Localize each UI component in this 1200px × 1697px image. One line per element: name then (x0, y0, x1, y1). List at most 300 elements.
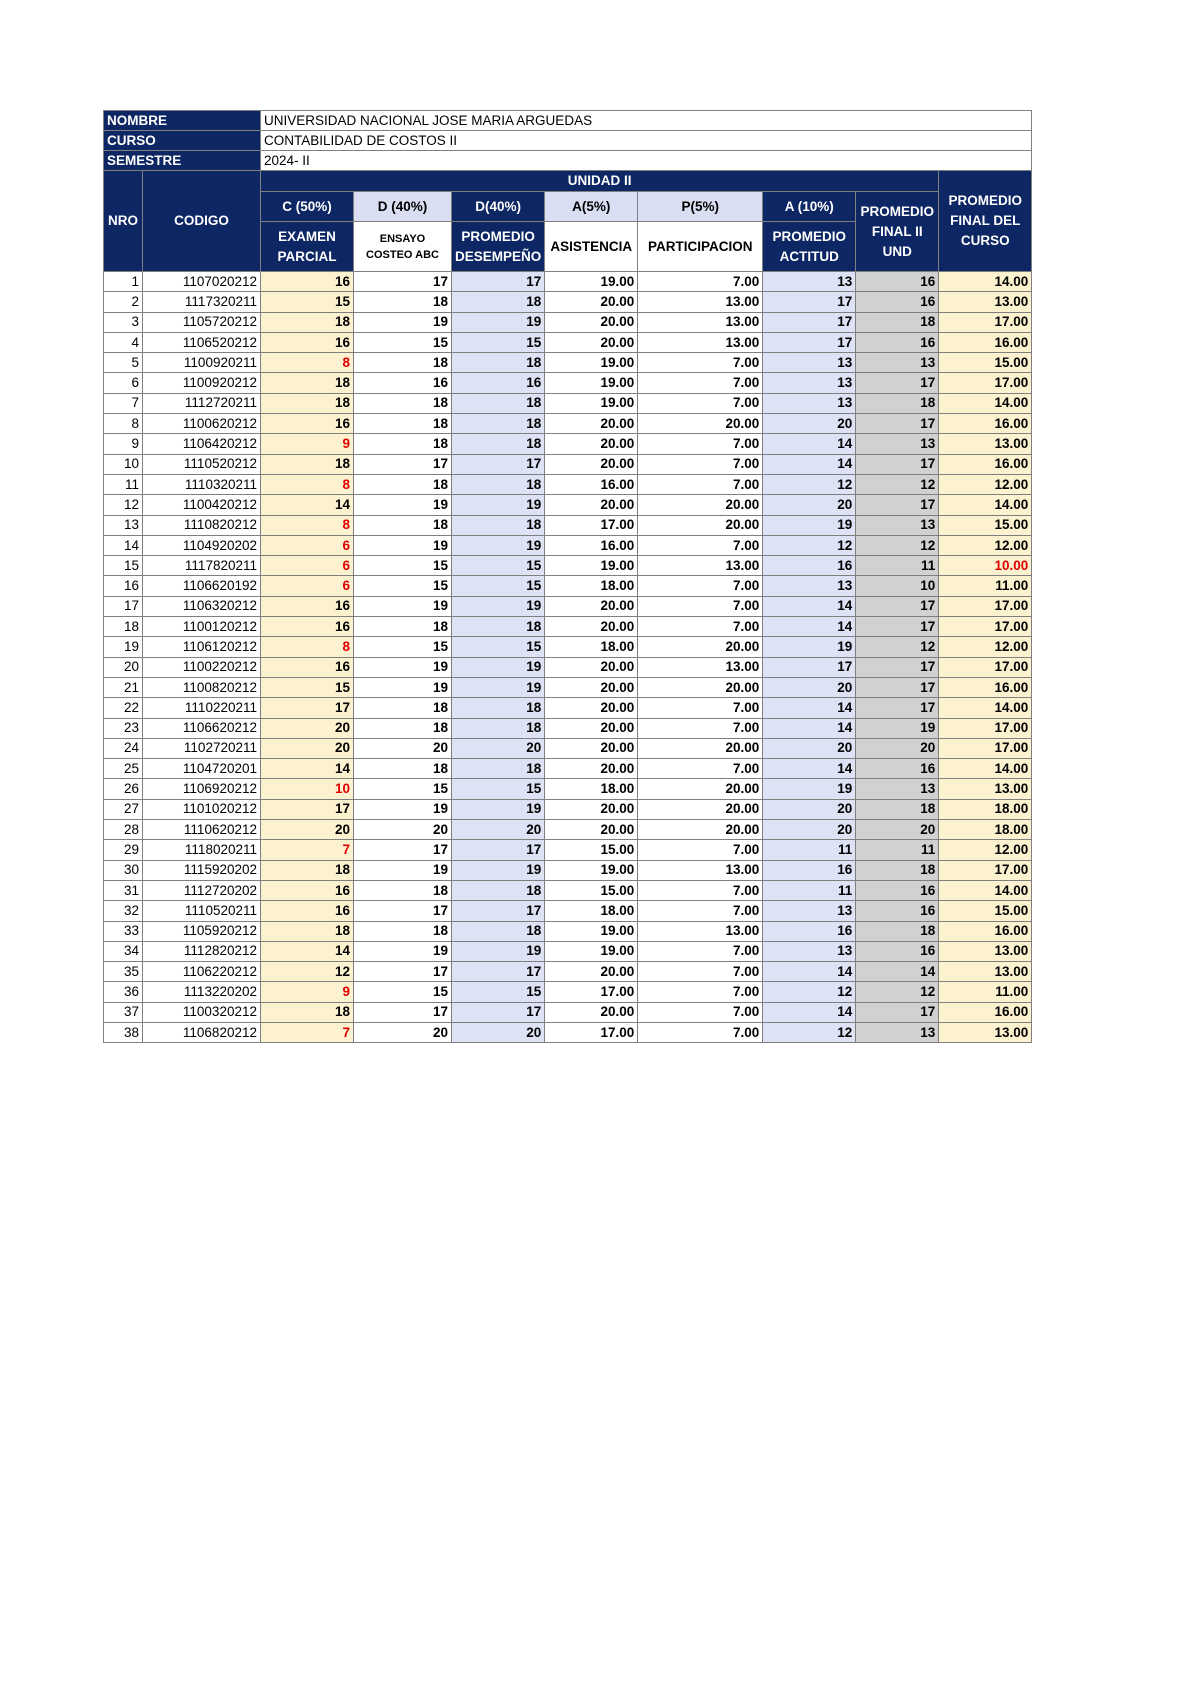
asistencia-cell: 20.00 (545, 799, 638, 819)
codigo-cell: 1104920202 (143, 535, 261, 555)
promedio-und-cell: 13 (856, 353, 939, 373)
codigo-cell: 1100220212 (143, 657, 261, 677)
promedio-curso-cell: 16.00 (939, 454, 1032, 474)
desempeno-cell: 17 (452, 272, 545, 292)
participacion-cell: 20.00 (638, 495, 763, 515)
codigo-cell: 1110820212 (143, 515, 261, 535)
table-row (104, 860, 1032, 880)
promedio-und-cell: 18 (856, 860, 939, 880)
actitud-cell: 12 (763, 982, 856, 1002)
promedio-curso-cell: 11.00 (939, 576, 1032, 596)
actitud-cell: 14 (763, 434, 856, 454)
nro-cell: 7 (104, 393, 143, 413)
examen-cell: 8 (261, 637, 354, 657)
promedio-und-cell: 13 (856, 779, 939, 799)
promedio-und-cell: 18 (856, 393, 939, 413)
codigo-cell: 1106920212 (143, 779, 261, 799)
desempeno-cell: 19 (452, 799, 545, 819)
curso-label: CURSO (104, 131, 261, 151)
table-row (104, 880, 1032, 900)
asistencia-cell: 20.00 (545, 414, 638, 434)
ensayo-cell: 17 (354, 272, 452, 292)
table-row (104, 962, 1032, 982)
nro-cell: 31 (104, 880, 143, 900)
promedio-curso-cell: 13.00 (939, 1022, 1032, 1042)
codigo-cell: 1110320211 (143, 474, 261, 494)
participacion-cell: 7.00 (638, 272, 763, 292)
promedio-und-cell: 16 (856, 880, 939, 900)
participacion-cell: 7.00 (638, 962, 763, 982)
codigo-cell: 1110520212 (143, 454, 261, 474)
promedio-und-cell: 12 (856, 637, 939, 657)
examen-cell: 14 (261, 941, 354, 961)
nro-cell: 3 (104, 312, 143, 332)
nombre-value: UNIVERSIDAD NACIONAL JOSE MARIA ARGUEDAS (261, 111, 1032, 131)
ensayo-cell: 15 (354, 576, 452, 596)
table-row (104, 759, 1032, 779)
desempeno-cell: 20 (452, 1022, 545, 1042)
promedio-und-cell: 13 (856, 1022, 939, 1042)
promedio-curso-cell: 16.00 (939, 414, 1032, 434)
promedio-curso-cell: 17.00 (939, 617, 1032, 637)
participacion-cell: 20.00 (638, 414, 763, 434)
promedio-curso-cell: 16.00 (939, 1002, 1032, 1022)
codigo-cell: 1106820212 (143, 1022, 261, 1042)
nombre-label: NOMBRE (104, 111, 261, 131)
table-row (104, 779, 1032, 799)
actitud-cell: 20 (763, 799, 856, 819)
actitud-cell: 13 (763, 272, 856, 292)
promedio-und-cell: 16 (856, 332, 939, 352)
actitud-cell: 12 (763, 1022, 856, 1042)
participacion-cell: 7.00 (638, 434, 763, 454)
table-row (104, 799, 1032, 819)
asistencia-cell: 15.00 (545, 840, 638, 860)
desempeno-cell: 15 (452, 779, 545, 799)
examen-cell: 14 (261, 759, 354, 779)
ensayo-cell: 19 (354, 495, 452, 515)
table-row (104, 941, 1032, 961)
desempeno-cell: 19 (452, 860, 545, 880)
promedio-curso-cell: 17.00 (939, 860, 1032, 880)
actitud-cell: 13 (763, 353, 856, 373)
actitud-cell: 14 (763, 1002, 856, 1022)
ensayo-cell: 20 (354, 738, 452, 758)
codigo-cell: 1117820211 (143, 556, 261, 576)
codigo-cell: 1100920211 (143, 353, 261, 373)
promedio-curso-cell: 17.00 (939, 738, 1032, 758)
actitud-cell: 13 (763, 373, 856, 393)
nro-cell: 35 (104, 962, 143, 982)
codigo-cell: 1105920212 (143, 921, 261, 941)
examen-cell: 6 (261, 556, 354, 576)
table-row (104, 556, 1032, 576)
promedio-curso-cell: 13.00 (939, 941, 1032, 961)
asistencia-cell: 19.00 (545, 556, 638, 576)
table-row (104, 515, 1032, 535)
examen-cell: 14 (261, 495, 354, 515)
codigo-cell: 1112720202 (143, 880, 261, 900)
actitud-cell: 14 (763, 596, 856, 616)
participacion-cell: 13.00 (638, 332, 763, 352)
table-row (104, 1022, 1032, 1042)
promedio-und-cell: 17 (856, 414, 939, 434)
desempeno-cell: 18 (452, 921, 545, 941)
promedio-curso-cell: 13.00 (939, 962, 1032, 982)
examen-cell: 20 (261, 820, 354, 840)
promedio-und-cell: 12 (856, 474, 939, 494)
table-row (104, 617, 1032, 637)
asistencia-cell: 20.00 (545, 312, 638, 332)
d-weight-header-2: D(40%) (452, 192, 545, 222)
table-row (104, 495, 1032, 515)
codigo-cell: 1113220202 (143, 982, 261, 1002)
promedio-curso-cell: 14.00 (939, 759, 1032, 779)
codigo-cell: 1110620212 (143, 820, 261, 840)
asistencia-cell: 20.00 (545, 718, 638, 738)
asistencia-cell: 20.00 (545, 962, 638, 982)
promedio-curso-cell: 11.00 (939, 982, 1032, 1002)
nro-cell: 25 (104, 759, 143, 779)
participacion-cell: 7.00 (638, 901, 763, 921)
ensayo-cell: 17 (354, 901, 452, 921)
desempeno-cell: 19 (452, 596, 545, 616)
examen-cell: 17 (261, 799, 354, 819)
examen-cell: 18 (261, 312, 354, 332)
ensayo-cell: 18 (354, 353, 452, 373)
participacion-cell: 20.00 (638, 637, 763, 657)
asistencia-cell: 19.00 (545, 393, 638, 413)
examen-cell: 10 (261, 779, 354, 799)
ensayo-cell: 17 (354, 840, 452, 860)
c-weight-header: C (50%) (261, 192, 354, 222)
examen-cell: 18 (261, 1002, 354, 1022)
promedio-und-cell: 18 (856, 921, 939, 941)
promedio-und-cell: 20 (856, 738, 939, 758)
examen-cell: 16 (261, 596, 354, 616)
participacion-header: PARTICIPACION (638, 222, 763, 272)
examen-cell: 6 (261, 535, 354, 555)
ensayo-cell: 15 (354, 982, 452, 1002)
desempeno-cell: 19 (452, 657, 545, 677)
table-row (104, 1002, 1032, 1022)
examen-cell: 16 (261, 414, 354, 434)
promedio-curso-cell: 13.00 (939, 292, 1032, 312)
actitud-cell: 19 (763, 637, 856, 657)
promedio-curso-cell: 16.00 (939, 677, 1032, 697)
nro-cell: 24 (104, 738, 143, 758)
promedio-curso-cell: 17.00 (939, 657, 1032, 677)
student-rows (104, 272, 1032, 1043)
promedio-curso-cell: 12.00 (939, 637, 1032, 657)
nro-cell: 28 (104, 820, 143, 840)
table-row (104, 840, 1032, 860)
actitud-cell: 19 (763, 515, 856, 535)
codigo-cell: 1107020212 (143, 272, 261, 292)
ensayo-cell: 19 (354, 312, 452, 332)
examen-cell: 16 (261, 657, 354, 677)
desempeno-cell: 17 (452, 454, 545, 474)
nro-cell: 16 (104, 576, 143, 596)
codigo-cell: 1100920212 (143, 373, 261, 393)
actitud-cell: 14 (763, 698, 856, 718)
promedio-und-cell: 13 (856, 515, 939, 535)
codigo-cell: 1117320211 (143, 292, 261, 312)
ensayo-cell: 19 (354, 799, 452, 819)
examen-cell: 17 (261, 698, 354, 718)
asistencia-cell: 20.00 (545, 738, 638, 758)
participacion-cell: 7.00 (638, 880, 763, 900)
asistencia-cell: 20.00 (545, 677, 638, 697)
promedio-curso-cell: 15.00 (939, 353, 1032, 373)
grades-table (103, 110, 1032, 1043)
actitud-cell: 17 (763, 292, 856, 312)
participacion-cell: 13.00 (638, 312, 763, 332)
desempeno-cell: 18 (452, 292, 545, 312)
nro-cell: 18 (104, 617, 143, 637)
desempeno-cell: 19 (452, 312, 545, 332)
asistencia-cell: 19.00 (545, 941, 638, 961)
ensayo-cell: 18 (354, 474, 452, 494)
promedio-curso-cell: 14.00 (939, 495, 1032, 515)
desempeno-cell: 15 (452, 556, 545, 576)
asistencia-cell: 18.00 (545, 779, 638, 799)
asistencia-header: ASISTENCIA (545, 222, 638, 272)
desempeno-cell: 15 (452, 982, 545, 1002)
asistencia-cell: 16.00 (545, 535, 638, 555)
ensayo-cell: 19 (354, 941, 452, 961)
desempeno-cell: 18 (452, 474, 545, 494)
table-row (104, 637, 1032, 657)
actitud-cell: 13 (763, 393, 856, 413)
table-row (104, 272, 1032, 292)
promedio-und-cell: 11 (856, 840, 939, 860)
examen-cell: 8 (261, 353, 354, 373)
examen-cell: 8 (261, 474, 354, 494)
desempeno-cell: 17 (452, 840, 545, 860)
participacion-cell: 20.00 (638, 515, 763, 535)
a10-weight-header: A (10%) (763, 192, 856, 222)
actitud-cell: 16 (763, 860, 856, 880)
promedio-und-cell: 16 (856, 759, 939, 779)
ensayo-cell: 15 (354, 556, 452, 576)
codigo-cell: 1106620192 (143, 576, 261, 596)
ensayo-cell: 20 (354, 820, 452, 840)
table-row (104, 738, 1032, 758)
examen-cell: 16 (261, 332, 354, 352)
nro-cell: 21 (104, 677, 143, 697)
participacion-cell: 20.00 (638, 738, 763, 758)
promedio-final-curso-header: PROMEDIO FINAL DEL CURSO (939, 171, 1032, 272)
actitud-cell: 20 (763, 820, 856, 840)
examen-cell: 16 (261, 880, 354, 900)
actitud-cell: 11 (763, 880, 856, 900)
desempeno-cell: 18 (452, 880, 545, 900)
table-row (104, 901, 1032, 921)
nro-cell: 5 (104, 353, 143, 373)
promedio-und-cell: 16 (856, 941, 939, 961)
codigo-cell: 1106320212 (143, 596, 261, 616)
examen-cell: 20 (261, 738, 354, 758)
actitud-cell: 16 (763, 556, 856, 576)
table-row (104, 434, 1032, 454)
promedio-curso-cell: 12.00 (939, 474, 1032, 494)
promedio-und-cell: 17 (856, 698, 939, 718)
ensayo-cell: 18 (354, 880, 452, 900)
actitud-cell: 14 (763, 454, 856, 474)
promedio-curso-cell: 14.00 (939, 880, 1032, 900)
promedio-desempeno-header: PROMEDIO DESEMPEÑO (452, 222, 545, 272)
nro-cell: 32 (104, 901, 143, 921)
actitud-cell: 13 (763, 901, 856, 921)
table-row (104, 393, 1032, 413)
desempeno-cell: 18 (452, 698, 545, 718)
codigo-cell: 1100120212 (143, 617, 261, 637)
examen-parcial-header: EXAMEN PARCIAL (261, 222, 354, 272)
participacion-cell: 7.00 (638, 454, 763, 474)
ensayo-cell: 17 (354, 454, 452, 474)
d-weight-header-1: D (40%) (354, 192, 452, 222)
desempeno-cell: 19 (452, 495, 545, 515)
actitud-cell: 20 (763, 495, 856, 515)
codigo-cell: 1106620212 (143, 718, 261, 738)
promedio-curso-cell: 17.00 (939, 596, 1032, 616)
examen-cell: 7 (261, 840, 354, 860)
codigo-cell: 1100820212 (143, 677, 261, 697)
asistencia-cell: 20.00 (545, 1002, 638, 1022)
asistencia-cell: 19.00 (545, 272, 638, 292)
table-row (104, 718, 1032, 738)
examen-cell: 18 (261, 921, 354, 941)
promedio-und-cell: 17 (856, 454, 939, 474)
examen-cell: 12 (261, 962, 354, 982)
asistencia-cell: 18.00 (545, 901, 638, 921)
promedio-und-cell: 20 (856, 820, 939, 840)
codigo-cell: 1100620212 (143, 414, 261, 434)
nro-cell: 12 (104, 495, 143, 515)
actitud-cell: 17 (763, 332, 856, 352)
promedio-und-cell: 17 (856, 596, 939, 616)
ensayo-cell: 19 (354, 596, 452, 616)
nro-cell: 22 (104, 698, 143, 718)
codigo-cell: 1100320212 (143, 1002, 261, 1022)
asistencia-cell: 17.00 (545, 515, 638, 535)
actitud-cell: 17 (763, 657, 856, 677)
nro-cell: 36 (104, 982, 143, 1002)
desempeno-cell: 20 (452, 738, 545, 758)
promedio-und-cell: 11 (856, 556, 939, 576)
ensayo-cell: 18 (354, 921, 452, 941)
participacion-cell: 13.00 (638, 921, 763, 941)
participacion-cell: 7.00 (638, 474, 763, 494)
nro-header: NRO (104, 171, 143, 272)
participacion-cell: 13.00 (638, 556, 763, 576)
promedio-curso-cell: 17.00 (939, 312, 1032, 332)
participacion-cell: 7.00 (638, 840, 763, 860)
desempeno-cell: 19 (452, 677, 545, 697)
asistencia-cell: 20.00 (545, 617, 638, 637)
promedio-curso-cell: 12.00 (939, 535, 1032, 555)
promedio-und-cell: 10 (856, 576, 939, 596)
table-row (104, 353, 1032, 373)
table-row (104, 373, 1032, 393)
examen-cell: 9 (261, 434, 354, 454)
participacion-cell: 7.00 (638, 698, 763, 718)
ensayo-cell: 16 (354, 373, 452, 393)
desempeno-cell: 18 (452, 515, 545, 535)
nro-cell: 38 (104, 1022, 143, 1042)
actitud-cell: 20 (763, 414, 856, 434)
ensayo-cell: 18 (354, 393, 452, 413)
promedio-und-cell: 14 (856, 962, 939, 982)
actitud-cell: 20 (763, 677, 856, 697)
examen-cell: 16 (261, 617, 354, 637)
codigo-cell: 1118020211 (143, 840, 261, 860)
ensayo-cell: 17 (354, 962, 452, 982)
codigo-cell: 1106420212 (143, 434, 261, 454)
desempeno-cell: 16 (452, 373, 545, 393)
asistencia-cell: 20.00 (545, 434, 638, 454)
nro-cell: 4 (104, 332, 143, 352)
promedio-und-cell: 12 (856, 535, 939, 555)
asistencia-cell: 19.00 (545, 373, 638, 393)
table-row (104, 312, 1032, 332)
promedio-curso-cell: 13.00 (939, 779, 1032, 799)
table-row (104, 698, 1032, 718)
asistencia-cell: 19.00 (545, 860, 638, 880)
table-row (104, 292, 1032, 312)
promedio-curso-cell: 18.00 (939, 799, 1032, 819)
desempeno-cell: 19 (452, 535, 545, 555)
participacion-cell: 13.00 (638, 860, 763, 880)
nro-cell: 26 (104, 779, 143, 799)
promedio-curso-cell: 12.00 (939, 840, 1032, 860)
codigo-cell: 1105720212 (143, 312, 261, 332)
codigo-cell: 1101020212 (143, 799, 261, 819)
examen-cell: 18 (261, 373, 354, 393)
participacion-cell: 20.00 (638, 677, 763, 697)
promedio-und-cell: 17 (856, 373, 939, 393)
desempeno-cell: 19 (452, 941, 545, 961)
promedio-curso-cell: 17.00 (939, 373, 1032, 393)
codigo-cell: 1104720201 (143, 759, 261, 779)
codigo-cell: 1106520212 (143, 332, 261, 352)
desempeno-cell: 15 (452, 332, 545, 352)
actitud-cell: 13 (763, 576, 856, 596)
nro-cell: 27 (104, 799, 143, 819)
nro-cell: 29 (104, 840, 143, 860)
participacion-cell: 7.00 (638, 393, 763, 413)
asistencia-cell: 20.00 (545, 292, 638, 312)
participacion-cell: 7.00 (638, 373, 763, 393)
actitud-cell: 14 (763, 962, 856, 982)
nro-cell: 15 (104, 556, 143, 576)
actitud-cell: 11 (763, 840, 856, 860)
examen-cell: 6 (261, 576, 354, 596)
nro-cell: 2 (104, 292, 143, 312)
asistencia-cell: 16.00 (545, 474, 638, 494)
promedio-und-cell: 17 (856, 677, 939, 697)
examen-cell: 9 (261, 982, 354, 1002)
desempeno-cell: 18 (452, 617, 545, 637)
examen-cell: 18 (261, 860, 354, 880)
asistencia-cell: 17.00 (545, 982, 638, 1002)
participacion-cell: 7.00 (638, 1002, 763, 1022)
asistencia-cell: 20.00 (545, 820, 638, 840)
nro-cell: 14 (104, 535, 143, 555)
table-row (104, 677, 1032, 697)
ensayo-cell: 18 (354, 515, 452, 535)
